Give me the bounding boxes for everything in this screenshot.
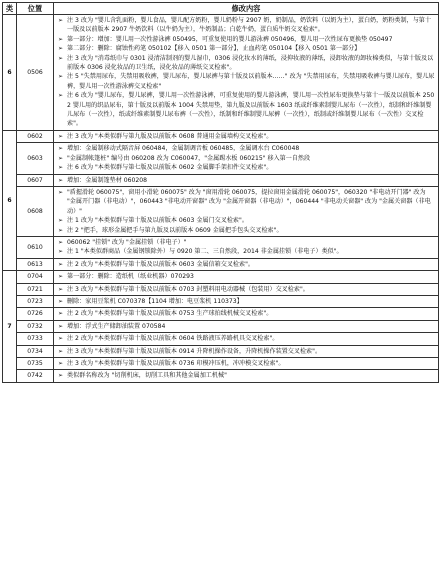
table-row (3, 174, 439, 186)
list-item (58, 16, 435, 35)
class-cell: 7 (3, 271, 17, 383)
list-item (58, 247, 435, 256)
list-item (58, 334, 435, 343)
revision-text: 增加：金属制篷垫材 060208 (67, 176, 148, 184)
list-item (58, 359, 435, 368)
arrow-bullet-icon: ➢ (58, 322, 64, 330)
content-cell (54, 370, 439, 382)
revision-text: 增加：浮式生产储卸油装置 070584 (67, 322, 166, 330)
position-cell: 0742 (17, 370, 54, 382)
table-row (3, 186, 439, 236)
revision-list (54, 370, 438, 381)
class-cell: 6 (3, 15, 17, 131)
revision-text: 类似群名称改为 "切削机床，切削工具和其他金属加工机械" (67, 372, 227, 380)
arrow-bullet-icon: ➢ (58, 164, 64, 172)
arrow-bullet-icon: ➢ (58, 73, 64, 81)
content-cell (54, 174, 439, 186)
revision-text: 第一部分：删除：造纸机（纸业机器）070293 (67, 273, 194, 281)
arrow-bullet-icon: ➢ (58, 35, 64, 43)
revision-text: 注 2 改为 "本类似群与第十版及以前版本 0603 金属信箱交叉检索"。 (67, 260, 255, 268)
table-row (3, 370, 439, 382)
revision-list (54, 15, 438, 130)
arrow-bullet-icon: ➢ (58, 297, 64, 305)
table-row (3, 143, 439, 174)
list-item (58, 371, 435, 380)
arrow-bullet-icon: ➢ (58, 188, 64, 196)
list-item (58, 132, 435, 141)
revision-text: 注 2 改为 "本类似群与第十版及以前版本 0753 生产球拍线机械交叉检索"。 (67, 310, 273, 318)
revision-text: 第一部分：增加：婴儿用一次性游泳裤 050495，可重复使用的婴儿游泳裤 050496，婴儿用一次性尿布更换垫 050497 (67, 35, 393, 43)
position-cell: 0723 (17, 295, 54, 307)
revision-text: 第二部分：删除：腐蚀性药笔 050102【移入 0501 第一部分】，止血药笔 050104【移入 0501 第一部分】 (67, 45, 361, 53)
table-row (3, 320, 439, 332)
content-cell (54, 283, 439, 295)
list-item (58, 322, 435, 331)
arrow-bullet-icon: ➢ (58, 273, 64, 281)
revision-text: 注 1 改为 "本类似群与第十版及以前版本 0603 金属门交叉检索"。 (67, 217, 248, 225)
table-row (3, 333, 439, 345)
table-row (3, 271, 439, 283)
list-item (58, 188, 435, 216)
position-cell: 0610 (17, 236, 54, 258)
revision-text: "金属制帐篷桩" 编号由 060208 改为 C060047，"金属踢水板 060215" 移入第一自然段 (67, 154, 311, 162)
position-cell: 0733 (17, 333, 54, 345)
revision-list (54, 333, 438, 344)
position-cell: 0732 (17, 320, 54, 332)
content-cell (54, 358, 439, 370)
header-row (3, 3, 439, 15)
list-item (58, 285, 435, 294)
revision-list (54, 187, 438, 236)
position-cell: 0602 (17, 130, 54, 142)
arrow-bullet-icon: ➢ (58, 92, 64, 100)
list-item (58, 309, 435, 318)
position-cell: 0734 (17, 345, 54, 357)
list-item (58, 260, 435, 269)
revision-list (54, 271, 438, 282)
table-row (3, 236, 439, 258)
position-cell: 0726 (17, 308, 54, 320)
content-cell (54, 186, 439, 236)
arrow-bullet-icon: ➢ (58, 45, 64, 53)
header-class: 类 (3, 3, 17, 15)
list-item (58, 54, 435, 73)
position-cell: 0735 (17, 358, 54, 370)
revision-text: 注 3 改为 "本类似群与第十版及以前版本 0703 封塑料用电动器械（包装用）交叉检索"。 (67, 285, 309, 293)
table-row (3, 358, 439, 370)
revision-list (54, 284, 438, 295)
position-cell: 0613 (17, 258, 54, 270)
table-row (3, 258, 439, 270)
arrow-bullet-icon: ➢ (58, 217, 64, 225)
arrow-bullet-icon: ➢ (58, 260, 64, 268)
table-row (3, 295, 439, 307)
revision-text: 注 6 改为 "婴儿尿布，婴儿尿裤，婴儿用一次性游泳裤，可重复使用的婴儿游泳裤，婴儿用一次性尿布更换垫与第十一版及以前版本 2502 婴儿用的织品尿布，第十版及以前版本 1004 失禁用垫，第九版及以前版本 1603 纸或纤维素制婴儿尿布（一次性），纸制和纤维制婴儿尿布（一次性），纸或纤维素制婴儿尿布裤（一次性），纸制和纤维制婴儿尿裤（一次性），纸制或纤维制婴儿尿布（一次性）交叉检索"。 (67, 92, 435, 128)
content-cell (54, 236, 439, 258)
table-row (3, 283, 439, 295)
list-item (58, 216, 435, 225)
revision-text: "盾握滑轮 060075"，窗用小滑轮 060075" 改为 "窗用滑轮 060075，提拉窗用金属滑轮 060075"，060320 "非电动开门器" 改为 "金属开门器（非电动）"，060443 "非电动开窗器" 改为 "金属开窗器（非电动）"，060444 "非电动关窗器" 改为 "金属关窗器（非电动）" (67, 188, 431, 215)
list-item (58, 272, 435, 281)
position-cell: 0721 (17, 283, 54, 295)
position-cell: 0603 (17, 143, 54, 174)
content-cell (54, 345, 439, 357)
revision-text: 注 2 "把手，球形金属把手与第九版及以前版本 0609 金属把手包头交叉检索"。 (67, 226, 283, 234)
arrow-bullet-icon: ➢ (58, 360, 64, 367)
revision-text: 注 3 改为 "婴儿含乳面粉，婴儿食品，婴儿配方奶粉，婴儿奶粉与 2907 奶，奶制品，奶饮料（以奶为主），蛋白奶，奶粉类制，与第十一版及以前版本 2907 牛奶饮料（以牛奶为主），牛奶制品；白乾牛奶，蛋白质牛奶交叉检索"。 (67, 17, 431, 34)
revision-text: 注 5 "失禁用尿布，失禁用吸收裤，婴儿尿布，婴儿尿裤与第十版及以前版本……" 改为 "失禁用尿布，失禁用吸收裤与婴儿尿布，婴儿尿裤，婴儿用一次性游泳裤交叉检索" (67, 73, 435, 90)
list-item (58, 154, 435, 163)
arrow-bullet-icon: ➢ (58, 54, 64, 62)
table-body (3, 15, 439, 383)
list-item (58, 163, 435, 172)
content-cell (54, 333, 439, 345)
content-cell (54, 295, 439, 307)
revision-text: 注 3 改为 "本类似群与第十版及以前版本 0914 升降机操作设备，升降机操作装置交叉检索"。 (67, 347, 322, 355)
table-row (3, 15, 439, 131)
position-cell: 0704 (17, 271, 54, 283)
content-cell (54, 143, 439, 174)
arrow-bullet-icon: ➢ (58, 176, 64, 184)
list-item (58, 226, 435, 235)
revision-text: 注 3 改为 "消毒纸巾与 0301 浸清洁制剂的婴儿湿巾，0306 浸化妆水的薄纸，浸抑妆液的薄纸，浸卸妆液的卸妆棉类似，与第十版及以前版本 0306 浸化妆品的卫生纸，浸化妆品的薄纸交叉检索"。 (67, 54, 434, 72)
table-row (3, 345, 439, 357)
position-cell: 0506 (17, 15, 54, 131)
revision-list (54, 143, 438, 173)
revision-text: 注 6 改为 "本类似群与第七版及以前版本 0602 金属脚手架扣件交叉检索"。 (67, 164, 273, 172)
revision-list (54, 259, 438, 270)
revision-list (54, 131, 438, 142)
list-item (58, 72, 435, 91)
arrow-bullet-icon: ➢ (58, 310, 64, 318)
content-cell (54, 258, 439, 270)
list-item (58, 44, 435, 53)
arrow-bullet-icon: ➢ (58, 238, 64, 246)
content-cell (54, 271, 439, 283)
revision-text: 060062 "挂锁" 改为 "金属挂锁（非电子）" (67, 238, 187, 246)
table-row (3, 130, 439, 142)
list-item (58, 35, 435, 44)
arrow-bullet-icon: ➢ (58, 145, 64, 153)
list-item (58, 297, 435, 306)
revision-text: 注 2 改为 "本类似群与第十版及以前版本 0604 铁路液压养路机具交叉检索"。 (67, 335, 279, 343)
arrow-bullet-icon: ➢ (58, 248, 64, 256)
revision-text: 注 3 改为 "本类似群与第九版及以前版本 0608 普通用金属墙构交叉检索"。 (67, 132, 273, 140)
arrow-bullet-icon: ➢ (58, 132, 64, 140)
content-cell (54, 320, 439, 332)
list-item (58, 347, 435, 356)
content-cell (54, 308, 439, 320)
content-cell (54, 130, 439, 142)
revision-list (54, 346, 438, 357)
arrow-bullet-icon: ➢ (58, 347, 64, 355)
revision-list (54, 358, 438, 369)
revision-list (54, 237, 438, 258)
arrow-bullet-icon: ➢ (58, 335, 64, 343)
content-cell (54, 15, 439, 131)
table-row (3, 308, 439, 320)
arrow-bullet-icon: ➢ (58, 372, 64, 380)
list-item (58, 176, 435, 185)
revision-text: 增加：金属制移动式隔音屏 060484，金属制调音板 060485，金属调水台 C060048 (67, 145, 300, 153)
position-cell: 0607 (17, 174, 54, 186)
list-item (58, 238, 435, 247)
position-cell: 0608 (17, 186, 54, 236)
revision-table (2, 2, 439, 383)
revision-text: 注 1 "本类似群商品（金属钢锁除外）与 0920 第二、三自然段，2014 非金属挂锁（非电子）类似"。 (67, 248, 343, 256)
revision-text: 删除：家用豆浆机 C070378【1104 增加：电豆浆机 110373】 (67, 297, 243, 305)
revision-list (54, 175, 438, 186)
header-content: 修改内容 (54, 3, 439, 15)
revision-list (54, 308, 438, 319)
revision-list (54, 296, 438, 307)
arrow-bullet-icon: ➢ (58, 226, 64, 234)
revision-text: 注 3 改为 "本类似群与第十版及以前版本 0736 印模冲压机，冲冲模交叉检索"。 (67, 360, 285, 367)
arrow-bullet-icon: ➢ (58, 154, 64, 162)
revision-list (54, 321, 438, 332)
list-item (58, 91, 435, 129)
arrow-bullet-icon: ➢ (58, 17, 64, 24)
list-item (58, 144, 435, 153)
class-cell: 6 (3, 130, 17, 270)
arrow-bullet-icon: ➢ (58, 285, 64, 293)
header-position: 位置 (17, 3, 54, 15)
